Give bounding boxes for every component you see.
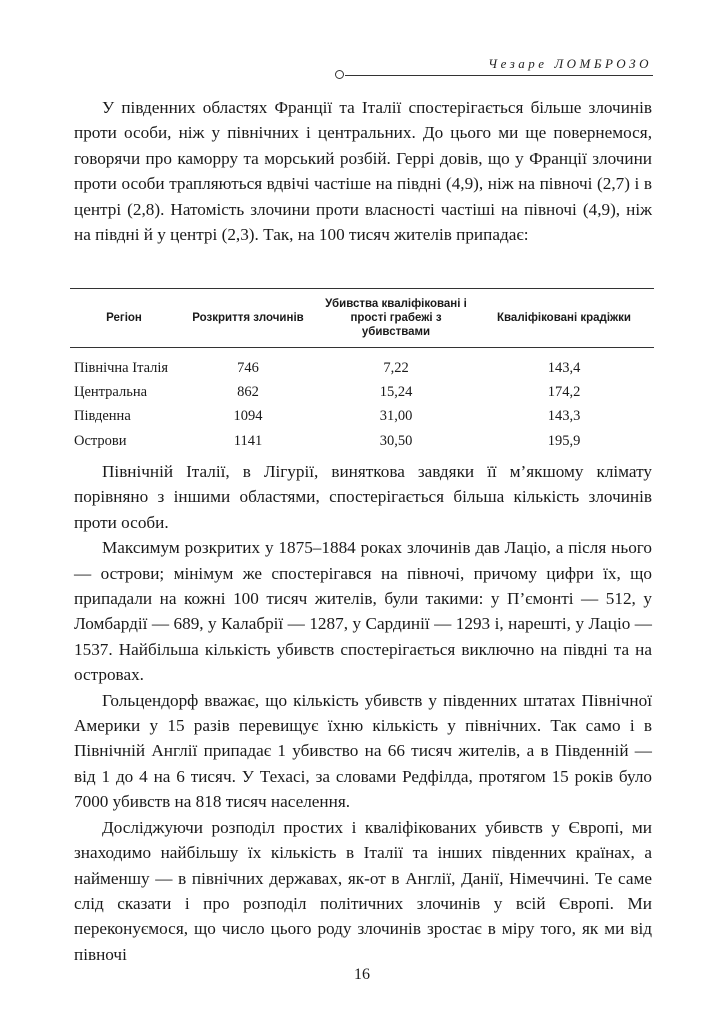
paragraph: У південних областях Франції та Італії спостерігається більше злочинів проти особи, ніж у північних і центральних. До цього ми ще повернемося, говорячи про каморру та морський розбій. Геррі довів, що у Франції злочини проти особи трапляються вдвічі частіше на півдні (4,9), ніж на півночі (2,7) і в центрі (2,8). Натомість злочини проти власності частіші на півночі (4,9), ніж на півдні й у центрі (2,3). Так, на 100 тисяч жителів припадає: [74, 98, 652, 245]
body-text-bottom [74, 459, 652, 967]
table-cell: 746 [237, 359, 259, 376]
table-cell-region: Південна [74, 408, 131, 425]
body-text-top [74, 95, 652, 247]
table-cell: 1094 [233, 408, 263, 425]
paragraph: Досліджуючи розподіл простих і кваліфікованих убивств у Європі, ми знаходимо найбільшу їх кількість в Італії та інших південних країнах, а найменшу — в північних державах, як-от в Англії, Данії, Німеччині. Те саме слід сказати і про розподіл політичних злочинів у всій Європі. Ми переконуємося, що число цього роду злочинів зростає в міру того, як ми від півночі [74, 817, 652, 964]
table-header-cell: Розкриття злочинів [192, 311, 304, 324]
header-rule [345, 75, 653, 76]
table-cell: 15,24 [379, 383, 413, 400]
header-ornament-circle [335, 70, 344, 79]
table-cell: 7,22 [383, 359, 409, 376]
table-cell: 143,3 [547, 408, 581, 425]
table-cell: 30,50 [379, 432, 413, 449]
table-header-row [70, 289, 654, 348]
table-row [70, 405, 654, 430]
paragraph: Північній Італії, в Лігурії, виняткова завдяки її м’якшому клімату порівняно з іншими областями, спостерігається більша кількість злочинів проти особи. [74, 462, 652, 532]
page-number: 16 [354, 966, 370, 983]
paragraph: Гольцендорф вважає, що кількість убивств у південних штатах Північної Америки у 15 разів перевищує їхню кількість у північних. Так само і в Північній Англії припадає 1 убивство на 66 тисяч жителів, а в Південній — від 1 до 4 на 6 тисяч. У Техасі, за словами Редфілда, протягом 15 років було 7000 убивств на 818 тисяч населення. [74, 690, 652, 812]
table-cell: 1141 [233, 432, 263, 449]
table-cell-region: Острови [74, 432, 127, 449]
paragraph: Максимум розкритих у 1875–1884 роках злочинів дав Лаціо, а після нього — острови; мінімум же спостерігався на півночі, причому цифри їх, що припадали на кожні 100 тисяч жителів, були такими: у П’ємонті — 512, у Ломбардії — 689, у Калабрії — 1287, у Сардинії — 1293 і, нарешті, у Лаціо — 1537. Найбільша кількість убивств спостерігається виключно на півдні та на островах. [74, 538, 652, 685]
table-header-cell: Кваліфіковані крадіжки [496, 311, 632, 324]
table-row [70, 380, 654, 405]
table-cell: 862 [237, 383, 259, 400]
running-head: Чезаре ЛОМБРОЗО [488, 56, 652, 71]
crime-statistics-table [70, 288, 654, 454]
table-cell: 143,4 [547, 359, 581, 376]
table-header-cell: Убивства кваліфіковані і прості грабежі з убивствами [325, 297, 467, 338]
table-cell: 31,00 [379, 408, 413, 425]
table-cell-region: Північна Італія [74, 359, 169, 376]
table-cell-region: Центральна [74, 383, 148, 400]
table-row [70, 429, 654, 454]
table-cell: 195,9 [547, 432, 581, 449]
table-cell: 174,2 [547, 383, 581, 400]
table-row [70, 348, 654, 381]
table-header-cell: Регіон [106, 311, 142, 324]
